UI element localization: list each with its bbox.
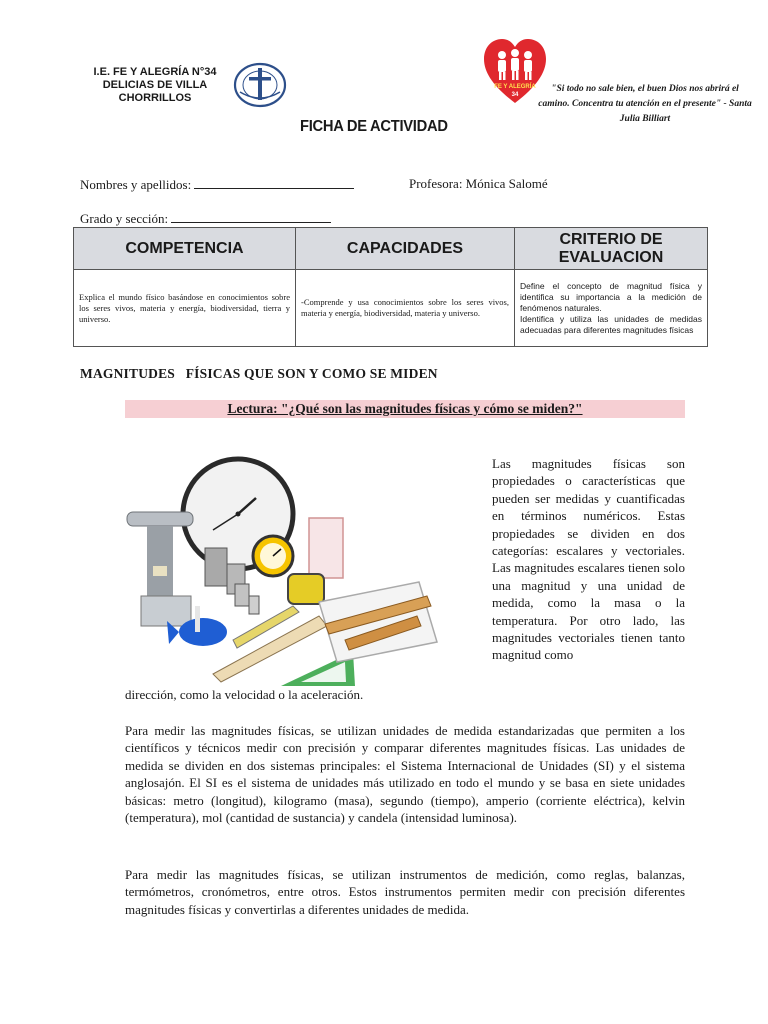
table-row — [74, 270, 708, 347]
page-title: FICHA DE ACTIVIDAD — [300, 118, 448, 135]
paragraph-3: Para medir las magnitudes físicas, se utilizan instrumentos de medición, como reglas, balanzas, termómetros, cronómetros, entre otros. Estos instrumentos permiten medir con precisión diferentes magnitudes físicas y convertirlas a diferentes unidades de medida. — [125, 867, 685, 917]
cell-capacidades: -Comprende y usa conocimientos sobre los seres vivos, materia y energía, biodiversidad, materia y universo. — [296, 270, 515, 347]
reading-title: Lectura: "¿Qué son las magnitudes físicas y cómo se miden?" — [125, 400, 685, 418]
school-line-2: DELICIAS DE VILLA — [102, 79, 208, 91]
names-input-line[interactable] — [194, 176, 354, 189]
names-label: Nombres y apellidos: — [80, 177, 192, 192]
competency-table — [73, 227, 708, 347]
header-criterio: CRITERIO DE EVALUACION — [515, 228, 708, 270]
header-quote: "Si todo no sale bien, el buen Dios nos abrirá el camino. Concentra tu atención en el presente" - Santa Julia Billiart — [538, 84, 752, 124]
logo-number: 34 — [511, 92, 519, 98]
header-competencia: COMPETENCIA — [74, 228, 296, 270]
grade-field — [80, 210, 331, 227]
paragraph-1: Las magnitudes físicas son propiedades o características que pueden ser medidas y cuantificadas en términos numéricos. Estas propiedades se dividen en dos categorías: escalares y vectoriales. Las magnitudes escalares tienen solo una magnitud y una unidad de medida, como la masa o la temperatura. Por otro lado, las magnitudes vectoriales tienen tanto magnitud como — [492, 456, 685, 663]
teacher-name: Profesora: Mónica Salomé — [409, 176, 548, 191]
logo-text: FE Y ALEGRÍA — [494, 84, 536, 90]
cell-criterio: Define el concepto de magnitud física y identifica su importancia a la medición de fenómenos naturales. Identifica y utiliza las unidades de medidas adecuadas para diferentes magnitudes físicas — [515, 270, 708, 347]
school-logo-icon — [232, 58, 288, 110]
school-name — [70, 66, 240, 105]
cell-competencia: Explica el mundo físico basándose en conocimientos sobre los seres vivos, materia y energía, biodiversidad, tierra y universo. — [74, 270, 296, 347]
names-field — [80, 176, 354, 193]
paragraph-2: Para medir las magnitudes físicas, se utilizan unidades de medida estandarizadas que permiten a los científicos y técnicos medir con precisión y comparar diferentes magnitudes físicas. Las unidades de medida se dividen en dos sistemas principales: el Sistema Internacional de Unidades (SI) y el sistema anglosajón. El SI es el sistema de unidades más utilizado en todo el mundo y se basa en siete unidades básicas: metro (longitud), kilogramo (masa), segundo (tiempo), amperio (corriente eléctrica), kelvin (temperatura), mol (cantidad de sustancia) y candela (intensidad luminosa). — [125, 723, 685, 826]
school-line-1: I.E. FE Y ALEGRÍA N°34 — [93, 66, 217, 78]
table-header-row — [74, 228, 708, 270]
section-title: MAGNITUDES FÍSICAS QUE SON Y COMO SE MIDEN — [80, 366, 438, 381]
paragraph-1-end: dirección, como la velocidad o la aceleración. — [125, 687, 364, 702]
grade-label: Grado y sección: — [80, 211, 169, 226]
header-capacidades: CAPACIDADES — [296, 228, 515, 270]
grade-input-line[interactable] — [171, 210, 331, 223]
school-line-3: CHORRILLOS — [118, 92, 192, 104]
measuring-instruments-image — [123, 456, 443, 686]
